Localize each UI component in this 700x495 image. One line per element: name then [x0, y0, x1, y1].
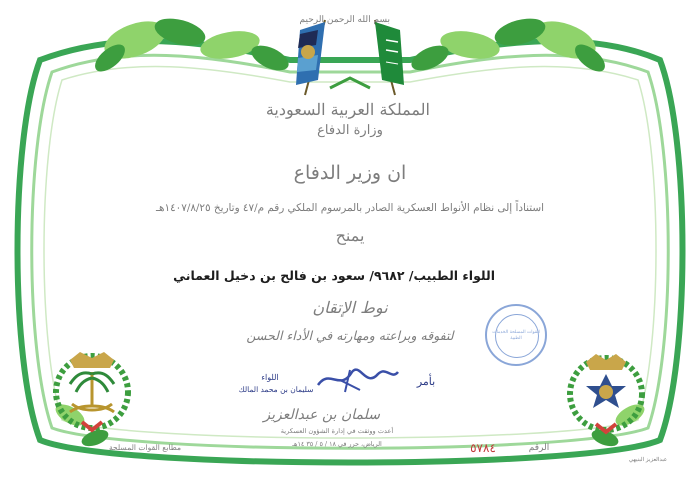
number-label: الرقم: [528, 443, 550, 453]
grants-word: يمنح: [335, 226, 365, 245]
clerk-name: عبدالعزيز البنيهي: [628, 457, 668, 463]
signature-scribble: [318, 370, 398, 385]
certificate-number: ٥٧٨٤: [470, 441, 496, 455]
award-title: نوط الإتقان: [312, 298, 388, 317]
signatory-rank: اللواء: [261, 373, 279, 382]
kingdom-title: المملكة العربية السعودية: [265, 100, 430, 119]
medical-services-stamp: [485, 304, 547, 366]
basmala-text: بسم الله الرحمن الرحيم: [299, 15, 390, 25]
signatory-prefix: بأمر: [416, 375, 436, 388]
minister-signature: سلمان بن عبدالعزيز: [263, 407, 380, 423]
signatory-name: سليمان بن محمد المالك: [238, 385, 314, 394]
printer-name: مطابع القوات المسلحة: [108, 443, 182, 452]
award-reason: لتفوقه وبراعته ومهارته في الأداء الحسن: [246, 328, 454, 343]
legal-basis-line: استناداً إلى نظام الأنواط العسكرية الصادر بالمرسوم الملكي رقم م/٤٧ وتاريخ ١٤٠٧/٨/٢٥هـ: [155, 202, 544, 214]
recipient-name: اللواء الطبيب/ ٩٦٨٢/ سعود بن فالح بن دخيل العماني: [173, 268, 495, 283]
armed-forces-emblem: [570, 354, 642, 432]
stamp-text: القوات المسلحة الخدمات الطبية: [492, 330, 540, 341]
grantor-line: ان وزير الدفاع: [293, 162, 407, 184]
ministry-title: وزارة الدفاع: [317, 123, 383, 138]
date-line: الرياض، حرر في ١٨ / ٥ / ٣٥ ١٤هـ: [292, 440, 382, 448]
prepared-by-line: أعدت ووثقت في إدارة الشؤون العسكرية: [280, 427, 394, 435]
